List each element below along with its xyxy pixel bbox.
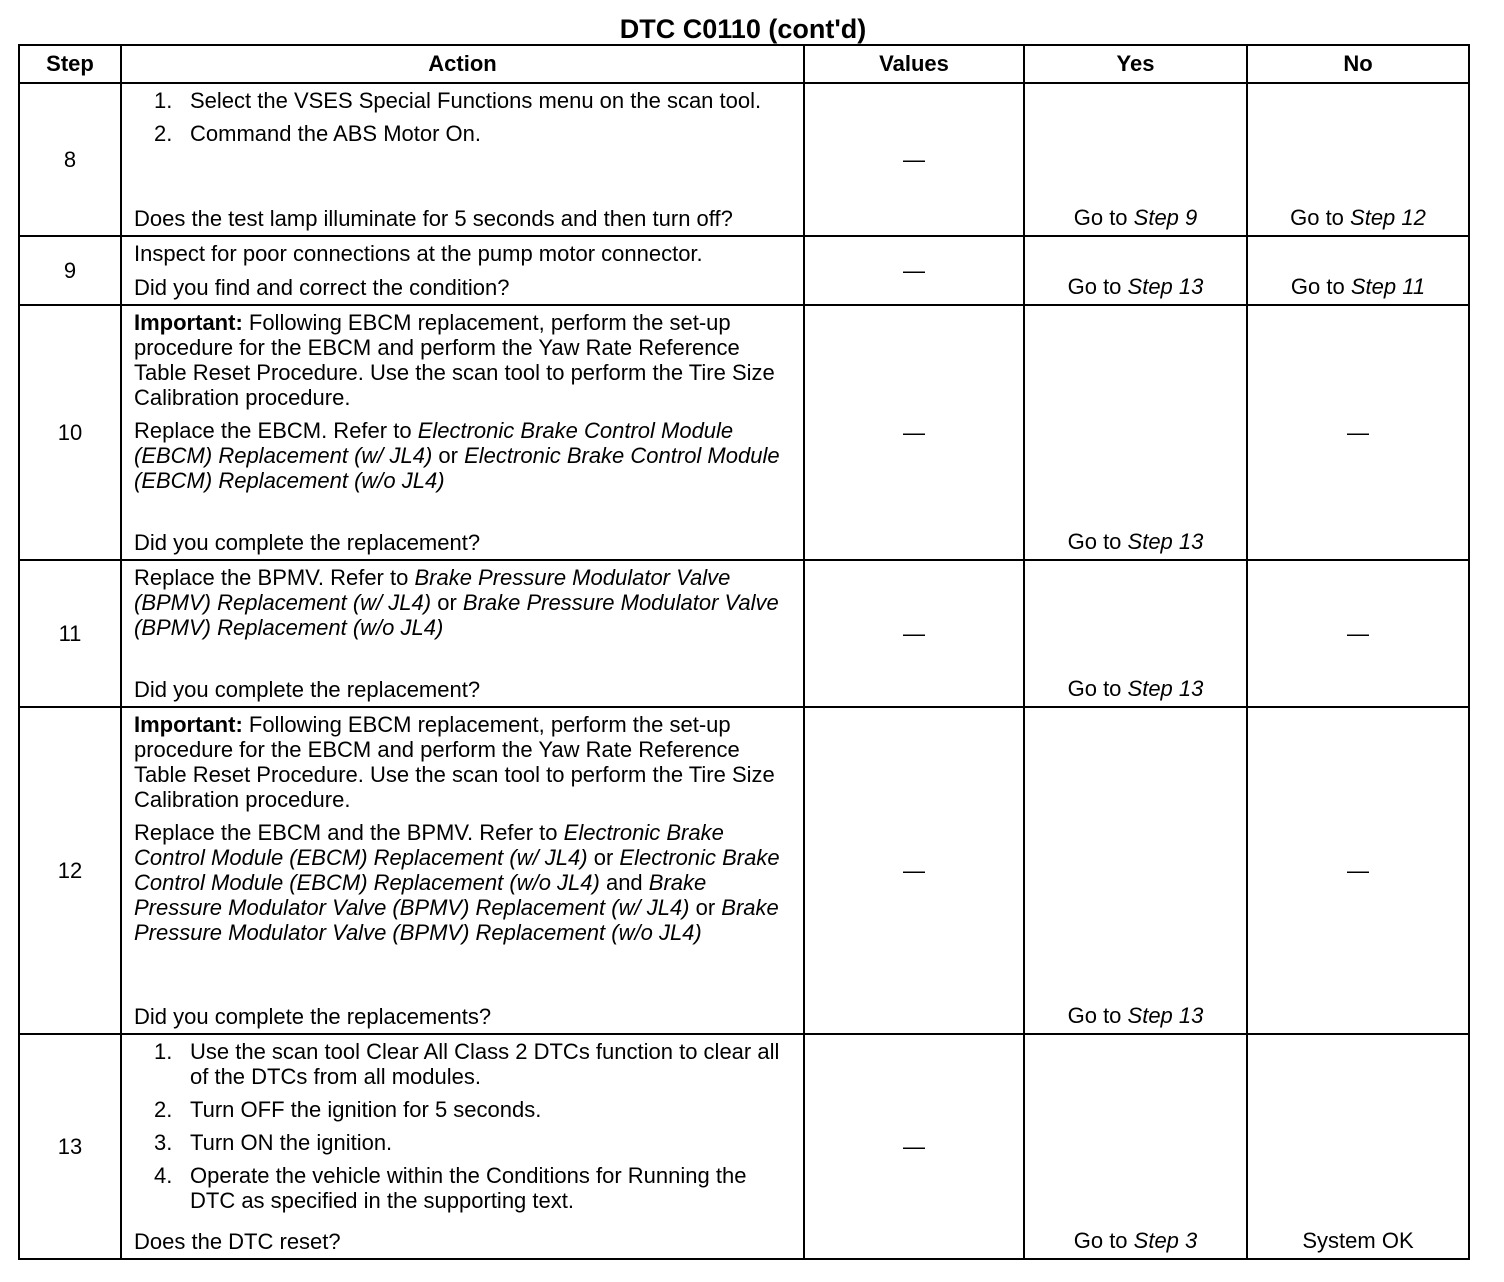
- step-number: 8: [19, 83, 121, 236]
- action-question: Did you complete the replacements?: [134, 1004, 492, 1029]
- reference-link-text: Brake Pressure Modulator Valve (BPMV) Replacement (w/ JL4): [134, 870, 707, 920]
- action-cell: [121, 707, 804, 1034]
- list-number: 2.: [154, 1097, 173, 1122]
- step-number: 9: [19, 236, 121, 305]
- diagnostic-table: [18, 44, 1470, 1260]
- action-question: Does the DTC reset?: [134, 1229, 341, 1254]
- text-segment: and: [599, 870, 649, 895]
- reference-link-text: Step 3: [1133, 1228, 1198, 1253]
- step-number: 13: [19, 1034, 121, 1259]
- no-cell: [1247, 707, 1469, 1034]
- text-segment: Inspect for poor connections at the pump motor connector.: [134, 241, 703, 266]
- yes-cell: [1024, 236, 1247, 305]
- table-row: [19, 560, 1469, 707]
- step-number: 11: [19, 560, 121, 707]
- text-segment: —: [1347, 419, 1369, 445]
- list-text: [190, 1097, 541, 1122]
- text-segment: or: [432, 443, 465, 468]
- action-list-item: [134, 1097, 793, 1122]
- action-list-item: [134, 1039, 793, 1089]
- list-text: [190, 121, 481, 146]
- values-cell: —: [804, 1034, 1024, 1259]
- text-segment: Turn OFF the ignition for 5 seconds.: [190, 1097, 542, 1122]
- no-cell: [1247, 560, 1469, 707]
- header-values: Values: [804, 45, 1024, 83]
- yes-cell: [1024, 707, 1247, 1034]
- text-segment: Command the ABS Motor On.: [190, 121, 482, 146]
- text-segment: Use the scan tool Clear All Class 2 DTCs function to clear all of the DTCs from all modules.: [190, 1039, 780, 1089]
- action-paragraph: [134, 241, 793, 266]
- action-cell: [121, 305, 804, 560]
- action-content: [134, 241, 793, 300]
- text-segment: Turn ON the ignition.: [190, 1130, 393, 1155]
- no-cell: [1247, 305, 1469, 560]
- header-row: [19, 45, 1469, 83]
- values-cell: —: [804, 707, 1024, 1034]
- text-segment: Go to: [1067, 1003, 1128, 1028]
- no-cell: [1247, 236, 1469, 305]
- values-cell: —: [804, 305, 1024, 560]
- step-number: 10: [19, 305, 121, 560]
- values-cell: —: [804, 83, 1024, 236]
- reference-link-text: Step 9: [1133, 205, 1198, 230]
- reference-link-text: Step 13: [1127, 529, 1204, 554]
- header-action: Action: [121, 45, 804, 83]
- action-question: Does the test lamp illuminate for 5 seconds and then turn off?: [134, 206, 733, 231]
- list-text: [190, 1130, 392, 1155]
- reference-link-text: Electronic Brake Control Module (EBCM) Replacement (w/ JL4): [134, 820, 724, 870]
- reference-link-text: Step 11: [1350, 274, 1426, 299]
- table-row: [19, 1034, 1469, 1259]
- text-segment: Go to: [1067, 676, 1128, 701]
- action-paragraph: [134, 418, 793, 493]
- reference-link-text: Step 13: [1127, 676, 1204, 701]
- action-cell: [121, 83, 804, 236]
- text-segment: System OK: [1302, 1228, 1414, 1253]
- yes-cell: [1024, 305, 1247, 560]
- list-number: 1.: [154, 88, 173, 113]
- action-question: Did you complete the replacement?: [134, 530, 481, 555]
- reference-link-text: Step 13: [1127, 1003, 1204, 1028]
- reference-link-text: Electronic Brake Control Module (EBCM) Replacement (w/o JL4): [134, 845, 780, 895]
- action-cell: [121, 236, 804, 305]
- list-number: 2.: [154, 121, 173, 146]
- text-segment: Go to: [1290, 205, 1351, 230]
- list-number: 3.: [154, 1130, 173, 1155]
- text-segment: or: [587, 845, 620, 870]
- text-segment: Following EBCM replacement, perform the set-up procedure for the EBCM and perform the Yaw Rate Reference Table Reset Procedure. Use the scan tool to perform the Tire Size Calibration procedure.: [134, 310, 775, 410]
- action-content: [134, 88, 793, 231]
- reference-link-text: Brake Pressure Modulator Valve (BPMV) Replacement (w/o JL4): [134, 895, 779, 945]
- text-segment: —: [1347, 857, 1369, 883]
- text-segment: Go to: [1067, 274, 1128, 299]
- action-paragraph: [134, 712, 793, 812]
- action-question: Did you find and correct the condition?: [134, 275, 510, 300]
- action-cell: [121, 560, 804, 707]
- yes-cell: [1024, 83, 1247, 236]
- action-paragraph: [134, 310, 793, 410]
- text-segment: Select the VSES Special Functions menu on the scan tool.: [190, 88, 762, 113]
- header-step: Step: [19, 45, 121, 83]
- reference-link-text: Step 13: [1127, 274, 1204, 299]
- text-segment: Replace the EBCM and the BPMV. Refer to: [134, 820, 564, 845]
- text-segment: Go to: [1067, 529, 1128, 554]
- action-content: [134, 310, 793, 555]
- action-list-item: [134, 1163, 793, 1213]
- table-row: [19, 305, 1469, 560]
- yes-cell: [1024, 1034, 1247, 1259]
- values-cell: —: [804, 560, 1024, 707]
- text-segment: Following EBCM replacement, perform the set-up procedure for the EBCM and perform the Yaw Rate Reference Table Reset Procedure. Use the scan tool to perform the Tire Size Calibration procedure.: [134, 712, 775, 812]
- action-list-item: [134, 88, 793, 113]
- action-list-item: [134, 121, 793, 146]
- action-cell: [121, 1034, 804, 1259]
- table-row: [19, 83, 1469, 236]
- header-yes: Yes: [1024, 45, 1247, 83]
- text-segment: or: [431, 590, 463, 615]
- text-segment: Go to: [1073, 205, 1134, 230]
- list-text: [190, 1163, 793, 1213]
- list-text: [190, 1039, 793, 1089]
- page-title: DTC C0110 (cont'd): [619, 14, 867, 44]
- emphasis-text: Important:: [134, 712, 243, 737]
- text-segment: —: [1347, 620, 1369, 646]
- reference-link-text: Electronic Brake Control Module (EBCM) Replacement (w/ JL4): [134, 418, 734, 468]
- action-content: [134, 712, 793, 1029]
- emphasis-text: Important:: [134, 310, 243, 335]
- action-content: [134, 1039, 793, 1254]
- step-number: 12: [19, 707, 121, 1034]
- no-cell: [1247, 1034, 1469, 1259]
- reference-link-text: Step 12: [1350, 205, 1426, 230]
- action-paragraph: [134, 565, 793, 640]
- text-segment: Replace the BPMV. Refer to: [134, 565, 415, 590]
- values-cell: —: [804, 236, 1024, 305]
- text-segment: Go to: [1290, 274, 1351, 299]
- list-number: 4.: [154, 1163, 173, 1188]
- action-list-item: [134, 1130, 793, 1155]
- no-cell: [1247, 83, 1469, 236]
- text-segment: Go to: [1073, 1228, 1134, 1253]
- header-no: No: [1247, 45, 1469, 83]
- text-segment: Replace the EBCM. Refer to: [134, 418, 418, 443]
- action-content: [134, 565, 793, 702]
- action-question: Did you complete the replacement?: [134, 677, 481, 702]
- text-segment: or: [689, 895, 722, 920]
- action-paragraph: [134, 820, 793, 945]
- text-segment: Operate the vehicle within the Conditions for Running the DTC as specified in the supporting text.: [190, 1163, 747, 1213]
- yes-cell: [1024, 560, 1247, 707]
- reference-link-text: Brake Pressure Modulator Valve (BPMV) Replacement (w/o JL4): [134, 590, 779, 640]
- table-row: [19, 236, 1469, 305]
- reference-link-text: Electronic Brake Control Module (EBCM) Replacement (w/o JL4): [134, 443, 780, 493]
- list-text: [190, 88, 761, 113]
- reference-link-text: Brake Pressure Modulator Valve (BPMV) Replacement (w/ JL4): [134, 565, 731, 615]
- list-number: 1.: [154, 1039, 173, 1064]
- table-row: [19, 707, 1469, 1034]
